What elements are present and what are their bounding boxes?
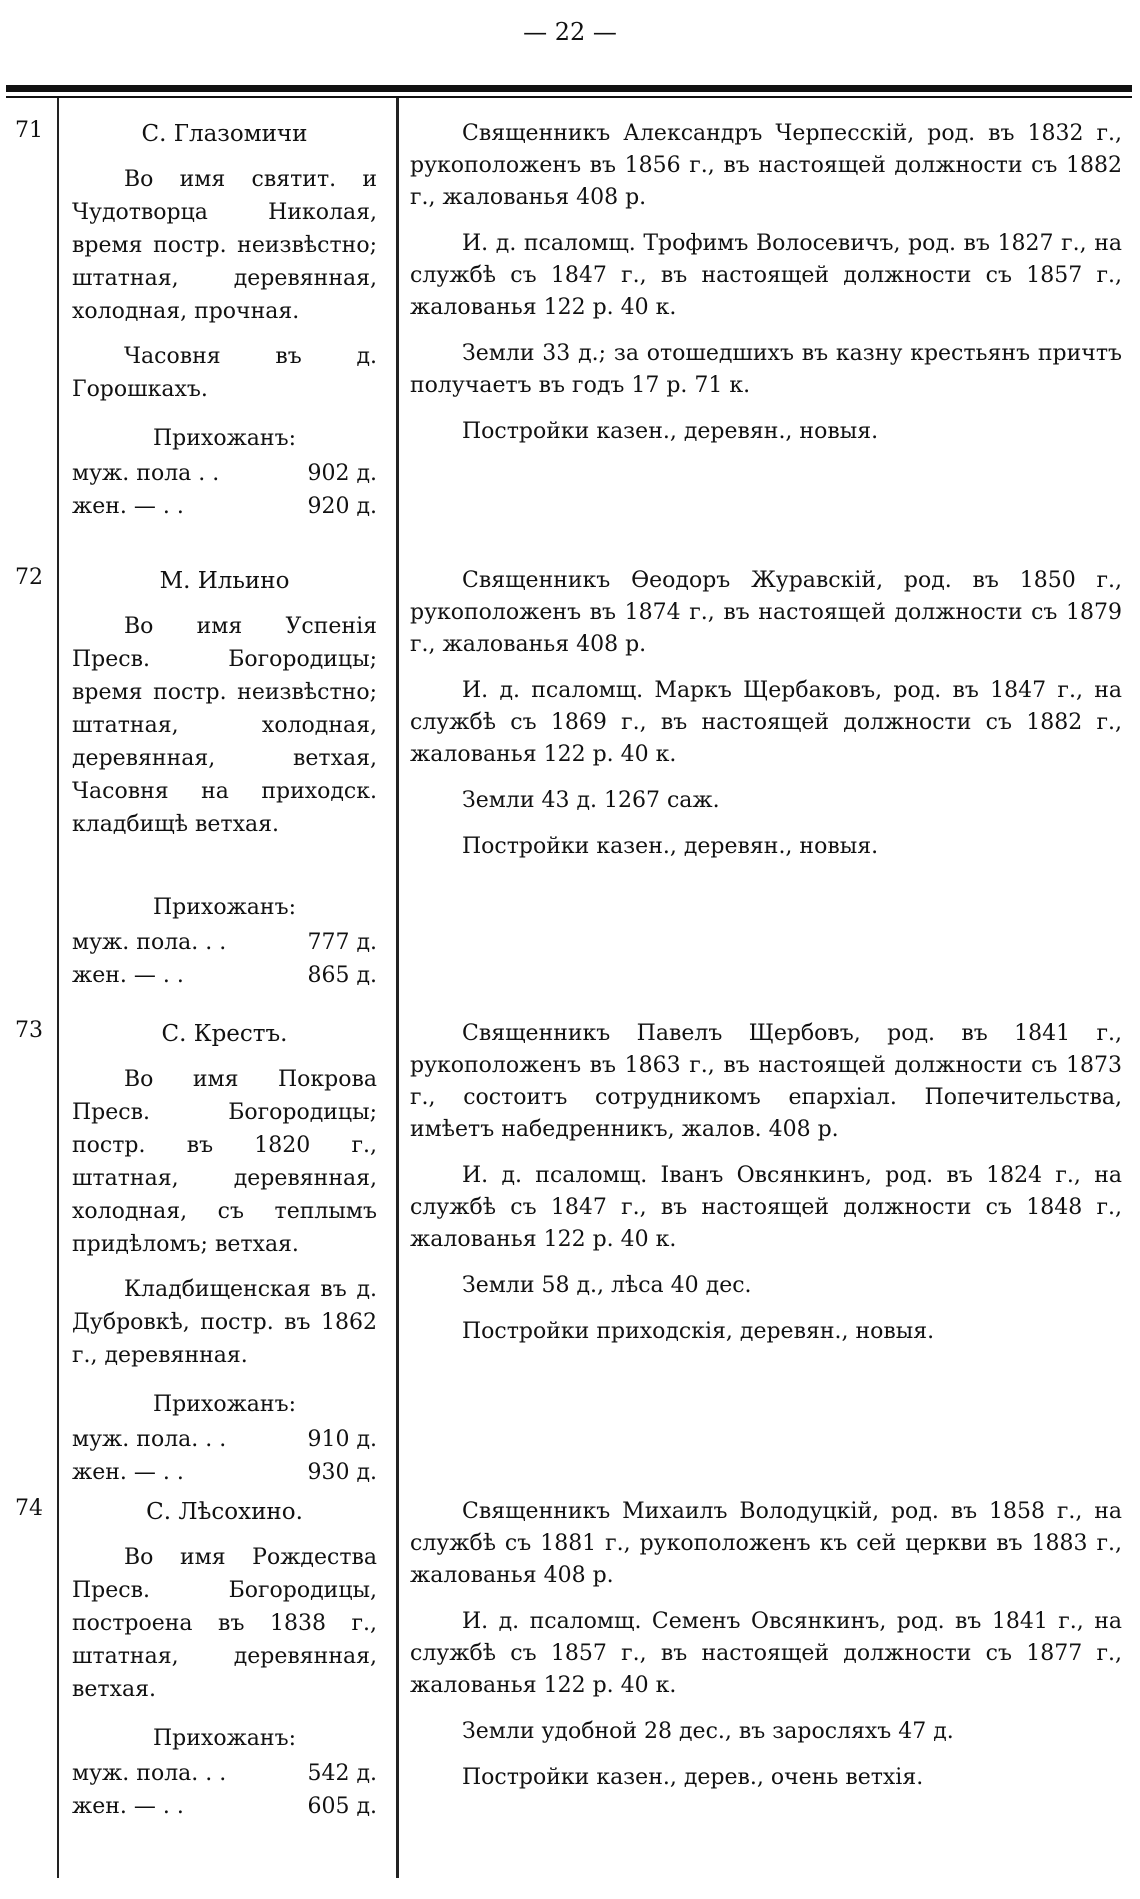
church-description [72, 565, 377, 992]
priest-info: Священникъ Александръ Черпесскій, род. въ 1832 г., рукоположенъ въ 1856 г., въ настоящей должности съ 1882 г., жалованья 408 р. [410, 121, 1122, 210]
church-description [72, 118, 377, 523]
priest-info: Священникъ Ѳеодоръ Журавскій, род. въ 1850 г., рукоположенъ въ 1874 г., въ настоящей должности съ 1879 г., жалованья 408 р. [410, 568, 1122, 657]
female-label: жен. — . . [72, 963, 184, 988]
chapel-details: Кладбищенская въ д. Дубровкѣ, постр. въ 1862 г., деревянная. [72, 1277, 377, 1368]
church-details: Во имя святит. и Чудотворца Николая, время постр. неизвѣстно; штатная, деревянная, холодная, прочная. [72, 167, 377, 324]
land-info: Земли удобной 28 дес., въ заросляхъ 47 д. [462, 1719, 954, 1744]
female-label: жен. — . . [72, 1460, 184, 1485]
female-count: 920 д. [307, 494, 377, 519]
buildings-info: Постройки казен., дерев., очень ветхія. [462, 1765, 924, 1790]
parishioners-female [72, 959, 377, 992]
priest-info: Священникъ Павелъ Щербовъ, род. въ 1841 г., рукоположенъ въ 1863 г., въ настоящей должности съ 1873 г., состоитъ сотрудникомъ епархіал. Попечительства, имѣетъ набедренникъ, жалов. 408 р. [410, 1021, 1122, 1142]
parishioners-male [72, 1757, 377, 1790]
parishioners-female [72, 1790, 377, 1823]
female-count: 605 д. [307, 1794, 377, 1819]
buildings-info: Постройки казен., деревян., новыя. [462, 834, 879, 859]
column-divider-middle [396, 98, 399, 1878]
church-description [72, 1496, 377, 1823]
place-name: С. Крестъ. [161, 1021, 288, 1047]
chapel-details: Часовня въ д. Горошкахъ. [72, 344, 377, 402]
male-count: 542 д. [307, 1761, 377, 1786]
male-count: 902 д. [307, 461, 377, 486]
priest-info: Священникъ Михаилъ Володуцкій, род. въ 1858 г., на службѣ съ 1881 г., рукоположенъ къ сей церкви въ 1883 г., жалованья 408 р. [410, 1499, 1122, 1588]
church-details: Во имя Рождества Пресв. Богородицы, построена въ 1838 г., штатная, деревянная, ветхая. [72, 1545, 377, 1702]
psalmist-info: И. д. псаломщ. Трофимъ Волосевичъ, род. въ 1827 г., на службѣ съ 1847 г., въ настоящей должности съ 1857 г., жалованья 122 р. 40 к. [410, 231, 1122, 320]
top-rule-thin [6, 96, 1132, 98]
church-description [72, 1018, 377, 1489]
parishioners-title: Прихожанъ: [152, 1392, 296, 1417]
male-label: муж. пола . . [72, 461, 220, 486]
psalmist-info: И. д. псаломщ. Іванъ Овсянкинъ, род. въ 1824 г., на службѣ съ 1847 г., въ настоящей должности съ 1848 г., жалованья 122 р. 40 к. [410, 1163, 1122, 1252]
female-count: 865 д. [307, 963, 377, 988]
land-info: Земли 43 д. 1267 саж. [462, 788, 720, 813]
male-label: муж. пола. . . [72, 930, 227, 955]
buildings-info: Постройки казен., деревян., новыя. [462, 419, 879, 444]
land-info: Земли 58 д., лѣса 40 дес. [462, 1273, 752, 1298]
entry-number: 71 [15, 118, 43, 143]
entry-number: 74 [15, 1496, 43, 1521]
place-name: С. Лѣсохино. [146, 1499, 303, 1525]
church-details: Во имя Успенія Пресв. Богородицы; время постр. неизвѣстно; штатная, холодная, деревянная, ветхая, Часовня на приходск. кладбищѣ ветхая. [72, 614, 377, 837]
clergy-details [410, 1018, 1122, 1362]
male-count: 910 д. [307, 1427, 377, 1452]
female-count: 930 д. [307, 1460, 377, 1485]
clergy-details [410, 118, 1122, 462]
parishioners-title: Прихожанъ: [152, 426, 296, 451]
psalmist-info: И. д. псаломщ. Маркъ Щербаковъ, род. въ 1847 г., на службѣ съ 1869 г., въ настоящей должности съ 1882 г., жалованья 122 р. 40 к. [410, 678, 1122, 767]
clergy-details [410, 565, 1122, 877]
male-label: муж. пола. . . [72, 1761, 227, 1786]
place-name: С. Глазомичи [141, 121, 308, 147]
place-name: М. Ильино [159, 568, 290, 594]
parishioners-female [72, 490, 377, 523]
female-label: жен. — . . [72, 494, 184, 519]
page-number: — 22 — [523, 18, 617, 46]
male-count: 777 д. [307, 930, 377, 955]
church-details: Во имя Покрова Пресв. Богородицы; постр. въ 1820 г., штатная, деревянная, холодная, съ теплымъ придѣломъ; ветхая. [72, 1067, 377, 1257]
parishioners-title: Прихожанъ: [152, 1726, 296, 1751]
column-divider-left [57, 98, 59, 1878]
land-info: Земли 33 д.; за отошедшихъ въ казну крестьянъ причтъ получаетъ въ годъ 17 р. 71 к. [410, 341, 1122, 398]
buildings-info: Постройки приходскія, деревян., новыя. [462, 1319, 935, 1344]
parishioners-title: Прихожанъ: [152, 895, 296, 920]
parishioners-male [72, 457, 377, 490]
male-label: муж. пола. . . [72, 1427, 227, 1452]
parishioners-male [72, 926, 377, 959]
entry-number: 73 [15, 1018, 43, 1043]
psalmist-info: И. д. псаломщ. Семенъ Овсянкинъ, род. въ 1841 г., на службѣ съ 1857 г., въ настоящей должности съ 1877 г., жалованья 122 р. 40 к. [410, 1609, 1122, 1698]
clergy-details [410, 1496, 1122, 1808]
parishioners-male [72, 1423, 377, 1456]
female-label: жен. — . . [72, 1794, 184, 1819]
parishioners-female [72, 1456, 377, 1489]
entry-number: 72 [15, 565, 43, 590]
top-rule [6, 85, 1132, 92]
